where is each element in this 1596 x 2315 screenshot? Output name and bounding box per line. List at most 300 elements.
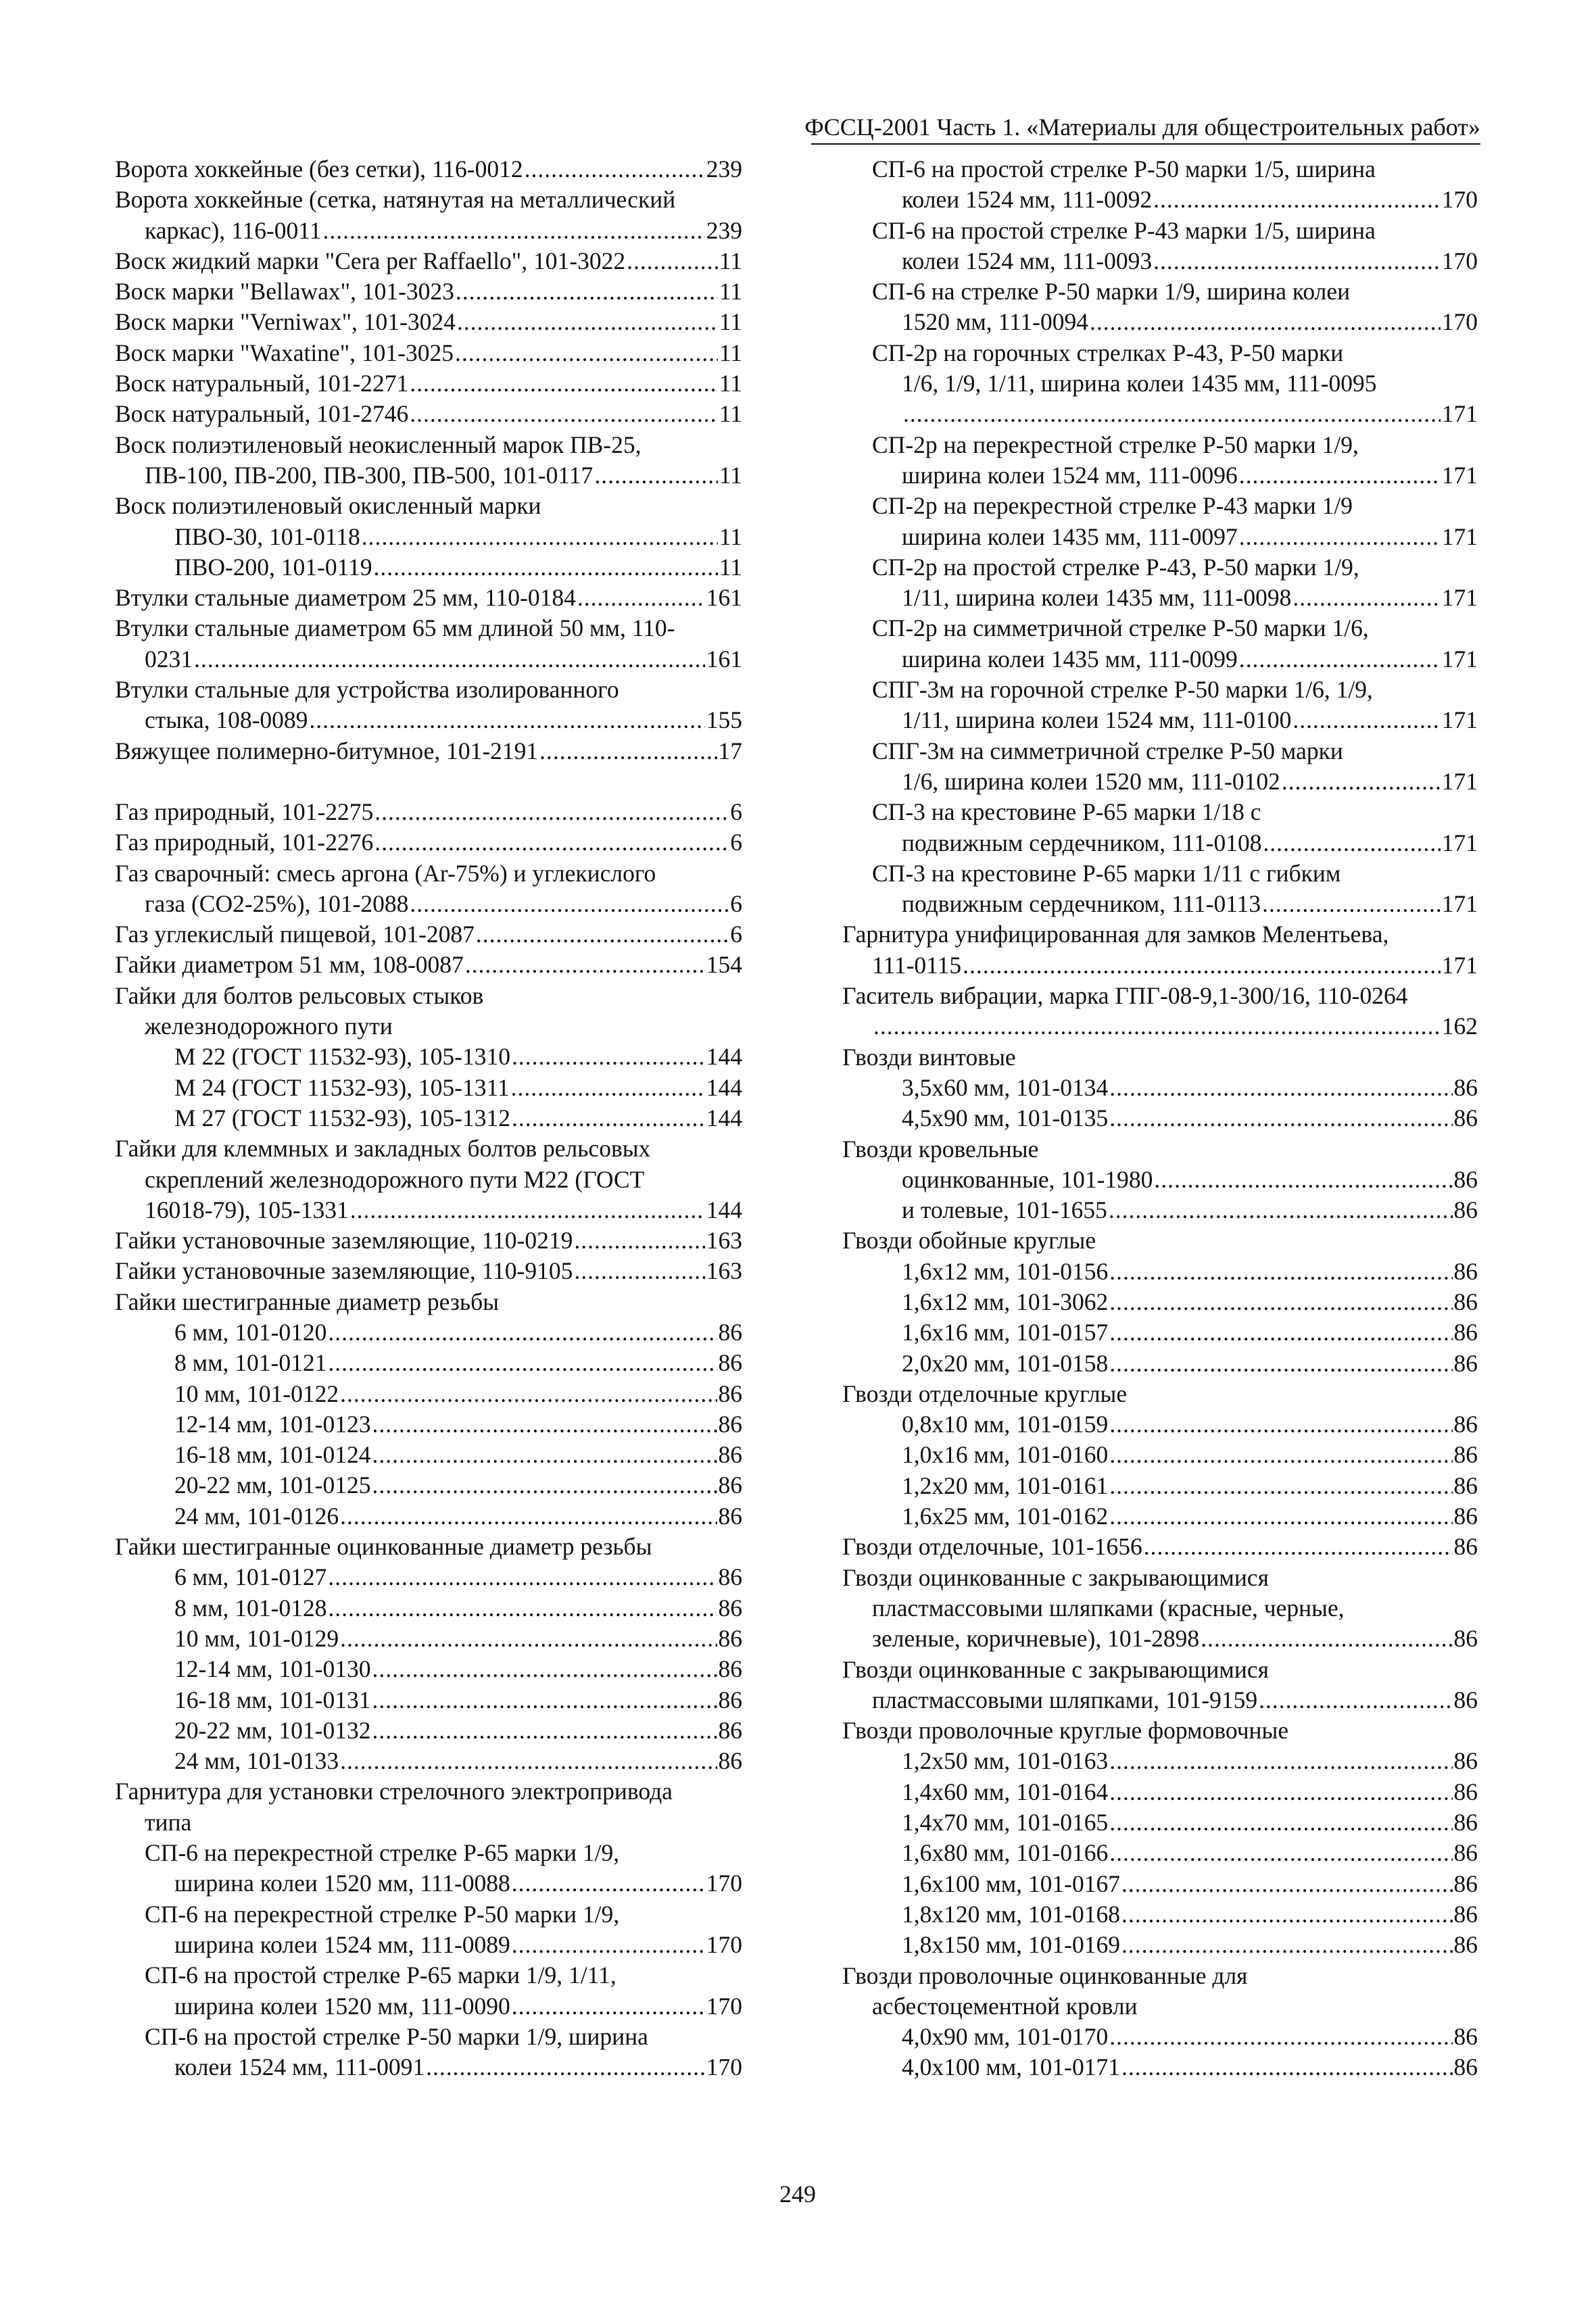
entry-text: Гайки шестигранные оцинкованные диаметр резьбы: [115, 1533, 652, 1561]
page-reference: 11: [719, 308, 742, 336]
index-entry: [115, 338, 742, 368]
index-entry-line: [115, 338, 742, 368]
page-reference: 86: [718, 1624, 742, 1652]
entry-text: асбестоцементной кровли: [872, 1992, 1138, 2020]
page-reference: 162: [1441, 1013, 1478, 1040]
index-entry-line: [842, 1165, 1478, 1195]
index-entry-line: [115, 736, 742, 766]
index-entry-line: [842, 246, 1478, 276]
entry-text: железнодорожного пути: [145, 1013, 393, 1040]
entry-text: газа (СО2-25%), 101-2088: [145, 890, 409, 917]
dot-leader: [410, 399, 718, 429]
dot-leader: [1109, 1440, 1452, 1470]
index-entry: [115, 1532, 742, 1562]
dot-leader: [465, 950, 705, 980]
index-entry: [115, 1225, 742, 1256]
dot-leader: [372, 1409, 717, 1440]
dot-leader: [1292, 583, 1440, 613]
index-entry-line: [115, 1440, 742, 1470]
page-reference: 86: [718, 1380, 742, 1407]
index-entry: [115, 1379, 742, 1409]
dot-leader: [426, 2052, 705, 2082]
index-entry: [115, 919, 742, 950]
entry-text: Гвозди винтовые: [842, 1043, 1016, 1071]
index-entry: [842, 1838, 1478, 1868]
index-entry-line: [115, 522, 742, 552]
index-entry-line: [115, 1624, 742, 1654]
index-entry-line: [115, 1470, 742, 1501]
entry-text: 20-22 мм, 101-0125: [174, 1471, 371, 1499]
index-entry-line: [115, 307, 742, 337]
entry-text: 6 мм, 101-0127: [174, 1563, 327, 1591]
entry-text: Гвозди кровельные: [842, 1135, 1039, 1163]
entry-text: Ворота хоккейные (без сетки), 116-0012: [115, 155, 523, 182]
page-reference: 86: [1453, 1809, 1478, 1836]
dot-leader: [1109, 1471, 1452, 1501]
dot-leader: [512, 1103, 705, 1134]
index-entry: [842, 1409, 1478, 1440]
index-entry-line: [115, 246, 742, 276]
entry-text: 8 мм, 101-0121: [174, 1349, 327, 1377]
index-entry-line: [115, 1195, 742, 1225]
dot-leader: [1282, 766, 1441, 797]
dot-leader: [873, 1011, 1441, 1042]
entry-text: 1,4х60 мм, 101-0164: [902, 1778, 1109, 1805]
entry-text: Гвозди отделочные, 101-1656: [842, 1533, 1142, 1561]
index-entry-line: [842, 828, 1478, 858]
entry-text: СПГ-3м на горочной стрелке Р-50 марки 1/6, 1/9,: [872, 676, 1373, 704]
index-entry-line: [842, 1257, 1478, 1287]
entry-text: Гайки шестигранные диаметр резьбы: [115, 1288, 499, 1315]
entry-text: СП-6 на стрелке Р-50 марки 1/9, ширина колеи: [872, 278, 1351, 306]
entry-text: 6 мм, 101-0120: [174, 1318, 327, 1346]
dot-leader: [1292, 705, 1440, 735]
header-rule: [811, 143, 1480, 145]
entry-text: оцинкованные, 101-1980: [902, 1165, 1153, 1193]
entry-text: 0,8х10 мм, 101-0159: [902, 1411, 1109, 1438]
entry-text: Гвозди обойные круглые: [842, 1227, 1096, 1254]
index-entry: [115, 552, 742, 583]
entry-text: 24 мм, 101-0126: [174, 1502, 339, 1530]
dot-leader: [1121, 2052, 1452, 2082]
index-entry: [842, 1042, 1478, 1073]
index-entry-line: [842, 705, 1478, 735]
index-entry-line: [115, 1501, 742, 1532]
dot-leader: [525, 154, 705, 185]
index-column-left: [115, 154, 742, 2082]
entry-text: 1,8х150 мм, 101-0169: [902, 1931, 1121, 1959]
page-reference: 161: [706, 584, 742, 612]
index-entry: [842, 919, 1478, 981]
dot-leader: [1239, 644, 1441, 675]
dot-leader: [1109, 2022, 1452, 2052]
index-entry-line: [115, 1868, 742, 1899]
entry-text: 12-14 мм, 101-0130: [174, 1655, 371, 1683]
dot-leader: [1201, 1624, 1452, 1654]
dot-leader: [594, 460, 718, 491]
page-reference: 86: [718, 1441, 742, 1469]
index-entry-line: [115, 705, 742, 735]
index-entry: [115, 613, 742, 675]
dot-leader: [374, 552, 718, 583]
index-entry: [115, 583, 742, 613]
page-reference: 171: [1441, 706, 1478, 734]
page-reference: 171: [1441, 461, 1478, 489]
entry-text: СПГ-3м на симметричной стрелке Р-50 марки: [872, 737, 1343, 764]
index-entry-line: [115, 950, 742, 980]
entry-text: Гвозди оцинкованные с закрывающимися: [842, 1655, 1269, 1683]
index-entry: [115, 368, 742, 399]
entry-text: Газ сварочный: смесь аргона (Ar-75%) и углекислого: [115, 859, 656, 887]
dot-leader: [1121, 1869, 1452, 1899]
page-reference: 170: [1441, 308, 1478, 336]
index-entry: [842, 858, 1478, 920]
index-entry: [115, 1409, 742, 1440]
index-entry-line: [115, 1103, 742, 1134]
index-entry: [842, 491, 1478, 552]
entry-text: 0231: [145, 645, 193, 673]
page-reference: 144: [706, 1196, 742, 1223]
entry-text: СП-2р на горочных стрелках Р-43, Р-50 марки: [872, 339, 1344, 366]
index-entry: [115, 1562, 742, 1592]
index-entry-line: [115, 1225, 742, 1256]
index-entry: [115, 675, 742, 736]
index-entry: [842, 2052, 1478, 2082]
dot-leader: [1109, 1501, 1452, 1532]
index-entry-line: [115, 1715, 742, 1746]
dot-leader: [1259, 1685, 1452, 1715]
entry-text: Гаситель вибрации, марка ГПГ-08-9,1-300/16, 110-0264: [842, 982, 1408, 1010]
index-entry-line: [842, 2052, 1478, 2082]
dot-leader: [340, 1501, 717, 1532]
dot-leader: [1109, 1807, 1452, 1838]
entry-text: Гайки для клеммных и закладных болтов рельсовых: [115, 1135, 651, 1163]
index-entry-line: [115, 460, 742, 491]
index-entry: [115, 1470, 742, 1501]
entry-text: 3,5х60 мм, 101-0134: [902, 1073, 1109, 1101]
index-entry-line: [842, 1103, 1478, 1134]
dot-leader: [1109, 1409, 1452, 1440]
entry-text: Гвозди отделочные круглые: [842, 1380, 1128, 1407]
page-reference: 11: [719, 553, 742, 581]
page-reference: 161: [706, 645, 742, 673]
entry-text: скреплений железнодорожного пути М22 (ГОСТ: [145, 1165, 645, 1193]
index-entry: [115, 276, 742, 307]
entry-text: 4,0х90 мм, 101-0170: [902, 2023, 1109, 2051]
page-reference: 86: [1453, 1411, 1478, 1438]
entry-text: 1/11, ширина колеи 1524 мм, 111-0100: [902, 706, 1292, 734]
index-entry: [842, 1257, 1478, 1287]
index-entry-line: [842, 307, 1478, 337]
index-entry-line: [115, 1562, 742, 1592]
index-entry: [115, 1685, 742, 1715]
entry-text: Газ природный, 101-2275: [115, 798, 374, 825]
index-entry: [115, 154, 742, 185]
index-entry-line: [842, 1073, 1478, 1103]
dot-leader: [1109, 1777, 1452, 1807]
index-entry: [115, 1317, 742, 1348]
dot-leader: [1263, 828, 1440, 858]
dot-leader: [1109, 1348, 1452, 1379]
dot-leader: [350, 1195, 705, 1225]
index-entry: [842, 430, 1478, 491]
page-reference: 86: [1453, 1900, 1478, 1928]
entry-text: Втулки стальные диаметром 65 мм длиной 50 мм, 110-: [115, 614, 675, 642]
index-entry-line: [842, 1471, 1478, 1501]
index-entry-line: [842, 1501, 1478, 1532]
index-entry: [115, 2022, 742, 2083]
dot-leader: [457, 307, 718, 337]
page-reference: 170: [706, 1930, 742, 1958]
index-entry: [115, 827, 742, 858]
page-reference: 86: [1453, 1931, 1478, 1959]
dot-leader: [1153, 246, 1441, 276]
entry-text: колеи 1524 мм, 111-0091: [174, 2053, 425, 2081]
index-entry-line: [842, 1777, 1478, 1807]
entry-text: ПВО-200, 101-0119: [174, 553, 372, 581]
dot-leader: [372, 1685, 717, 1715]
index-entry: [842, 675, 1478, 736]
dot-leader: [512, 1991, 705, 2022]
index-entry-line: [842, 1195, 1478, 1225]
entry-text: М 27 (ГОСТ 11532-93), 105-1312: [174, 1104, 510, 1131]
entry-text: 20-22 мм, 101-0132: [174, 1716, 371, 1744]
page-reference: 163: [706, 1257, 742, 1285]
entry-text: 1,4х70 мм, 101-0165: [902, 1809, 1109, 1836]
page-reference: 86: [718, 1349, 742, 1377]
entry-text: Воск жидкий марки "Cera per Raffaello", 101-3022: [115, 247, 626, 274]
entry-text: 1,6х12 мм, 101-0156: [902, 1257, 1109, 1285]
page-reference: 86: [1453, 1104, 1478, 1132]
index-entry: [842, 1195, 1478, 1225]
entry-text: Газ углекислый пищевой, 101-2087: [115, 921, 475, 948]
entry-text: 1520 мм, 111-0094: [902, 308, 1088, 336]
index-entry: [842, 552, 1478, 614]
index-entry: [842, 1287, 1478, 1317]
entry-text: 4,0х100 мм, 101-0171: [902, 2053, 1121, 2081]
index-entry-line: [842, 583, 1478, 613]
index-entry-line: [115, 552, 742, 583]
index-entry: [842, 154, 1478, 216]
page-reference: 170: [706, 2053, 742, 2081]
index-entry: [842, 1103, 1478, 1134]
entry-text: зеленые, коричневые), 101-2898: [872, 1625, 1200, 1653]
entry-text: и толевые, 101-1655: [902, 1196, 1107, 1224]
entry-text: ПВО-30, 101-0118: [174, 522, 360, 550]
dot-leader: [456, 276, 718, 307]
index-entry-line: [115, 797, 742, 827]
index-entry-line: [842, 1409, 1478, 1440]
page-reference: 86: [1453, 1073, 1478, 1101]
index-entry: [842, 1746, 1478, 1776]
page-reference: 86: [718, 1716, 742, 1744]
page-reference: 86: [718, 1502, 742, 1530]
dot-leader: [627, 246, 718, 276]
entry-text: Воск марки "Verniwax", 101-3024: [115, 308, 456, 336]
page-reference: 6: [730, 890, 742, 917]
page-reference: 86: [1453, 1196, 1478, 1224]
dot-leader: [1109, 1746, 1452, 1776]
entry-text: 4,5х90 мм, 101-0135: [902, 1104, 1109, 1132]
entry-text: 8 мм, 101-0128: [174, 1594, 327, 1622]
running-header: ФССЦ-2001 Часть 1. «Материалы для общестроительных работ»: [804, 114, 1480, 141]
entry-text: СП-6 на перекрестной стрелке Р-50 марки 1/9,: [145, 1900, 620, 1928]
index-entry: [115, 1348, 742, 1378]
page-reference: 86: [1453, 2023, 1478, 2051]
entry-text: СП-3 на крестовине Р-65 марки 1/18 с: [872, 798, 1261, 826]
dot-leader: [1109, 1195, 1453, 1225]
index-entry: [115, 1073, 742, 1103]
index-entry-line: [115, 1930, 742, 1960]
dot-leader: [1239, 522, 1441, 552]
page-reference: 11: [719, 339, 742, 366]
dot-leader: [410, 368, 718, 399]
entry-text: М 22 (ГОСТ 11532-93), 105-1310: [174, 1043, 510, 1071]
dot-leader: [1153, 185, 1441, 215]
entry-text: 1,2х20 мм, 101-0161: [902, 1471, 1109, 1499]
index-entry: [842, 1532, 1478, 1562]
entry-text: подвижным сердечником, 111-0108: [902, 829, 1262, 856]
dot-leader: [1109, 1103, 1452, 1134]
index-entry: [115, 981, 742, 1042]
index-entry: [842, 1348, 1478, 1379]
page-reference: 11: [719, 522, 742, 550]
entry-text: СП-3 на крестовине Р-65 марки 1/11 с гибким: [872, 859, 1341, 887]
page-reference: 86: [718, 1318, 742, 1346]
entry-text: стыка, 108-0089: [145, 706, 308, 734]
page-reference: 144: [706, 1043, 742, 1071]
index-entry: [115, 246, 742, 276]
entry-text: ширина колеи 1435 мм, 111-0099: [902, 645, 1238, 673]
index-entry-line: [115, 154, 742, 185]
dot-leader: [476, 919, 729, 950]
dot-leader: [577, 583, 705, 613]
dot-leader: [340, 1746, 717, 1776]
page-reference: 86: [1453, 1319, 1478, 1346]
index-entry: [842, 1440, 1478, 1470]
entry-text: Воск полиэтиленовый окисленный марки: [115, 492, 541, 520]
dot-leader: [374, 797, 729, 827]
index-entry: [115, 430, 742, 491]
index-entry: [115, 858, 742, 920]
index-entry: [842, 338, 1478, 430]
dot-leader: [372, 1654, 717, 1684]
index-entry-line: [115, 583, 742, 613]
page-reference: 6: [730, 921, 742, 948]
index-entry: [115, 1593, 742, 1624]
entry-text: ширина колеи 1524 мм, 111-0096: [902, 461, 1238, 489]
index-entry-line: [115, 1654, 742, 1684]
entry-text: 1,6х100 мм, 101-0167: [902, 1870, 1121, 1897]
entry-text: СП-2р на перекрестной стрелке Р-50 марки 1/9,: [872, 431, 1359, 458]
index-entry: [115, 1715, 742, 1746]
page-reference: 155: [706, 706, 742, 734]
dot-leader: [1262, 889, 1441, 919]
page-reference: 86: [1453, 1870, 1478, 1897]
entry-text: СП-2р на перекрестной стрелке Р-43 марки 1/9: [872, 492, 1353, 520]
index-entry-line: [842, 1532, 1478, 1562]
page-reference: 86: [718, 1655, 742, 1683]
entry-text: 2,0х20 мм, 101-0158: [902, 1349, 1109, 1377]
index-entry-line: [842, 1317, 1478, 1348]
index-column-right: [842, 154, 1478, 2083]
dot-leader: [374, 827, 729, 858]
entry-text: Втулки стальные для устройства изолированного: [115, 676, 619, 704]
page-reference: 11: [719, 370, 742, 397]
index-entry: [115, 1960, 742, 2022]
page-reference: 171: [1441, 829, 1478, 856]
entry-text: 1,6х12 мм, 101-3062: [902, 1288, 1109, 1315]
page-reference: 6: [730, 798, 742, 825]
index-entry: [842, 1165, 1478, 1195]
page-reference: 171: [1441, 767, 1478, 795]
page-reference: 86: [718, 1563, 742, 1591]
index-entry-line: [842, 1348, 1478, 1379]
index-entry: [842, 613, 1478, 675]
page-reference: 170: [1441, 186, 1478, 214]
index-entry-line: [115, 1379, 742, 1409]
entry-text: М 24 (ГОСТ 11532-93), 105-1311: [174, 1073, 510, 1101]
page-reference: 144: [706, 1104, 742, 1131]
entry-text: колеи 1524 мм, 111-0092: [902, 186, 1153, 214]
index-entry: [115, 1103, 742, 1134]
index-entry-line: [842, 1930, 1478, 1960]
index-entry: [115, 736, 742, 766]
index-entry: [842, 1501, 1478, 1532]
index-entry: [115, 307, 742, 337]
index-entry: [842, 1134, 1478, 1165]
page-reference: 170: [706, 1870, 742, 1897]
index-entry: [115, 399, 742, 429]
entry-text: Воск марки "Bellawax", 101-3023: [115, 278, 454, 306]
page-reference: 86: [1453, 1349, 1478, 1377]
index-entry-line: [115, 644, 742, 675]
dot-leader: [372, 1715, 717, 1746]
page-reference: 86: [1453, 1625, 1478, 1653]
dot-leader: [1121, 1930, 1452, 1960]
entry-text: СП-6 на простой стрелке Р-50 марки 1/5, ширина: [872, 155, 1376, 182]
index-entry: [842, 216, 1478, 277]
index-entry-line: [115, 1991, 742, 2022]
index-entry: [842, 1317, 1478, 1348]
page-reference: 86: [1453, 1471, 1478, 1499]
entry-text: СП-6 на простой стрелке Р-43 марки 1/5, ширина: [872, 216, 1376, 244]
dot-leader: [1109, 1073, 1452, 1103]
index-entry: [842, 1715, 1478, 1746]
entry-text: Гайки установочные заземляющие, 110-9105: [115, 1257, 573, 1285]
index-entry-line: [115, 1256, 742, 1286]
index-entry-line: [842, 185, 1478, 215]
index-entry: [115, 1746, 742, 1776]
entry-text: 1/6, 1/9, 1/11, ширина колеи 1435 мм, 111-0095: [902, 370, 1377, 397]
entry-text: 1,6х16 мм, 101-0157: [902, 1319, 1109, 1346]
index-entry: [115, 1654, 742, 1684]
page-reference: 86: [718, 1747, 742, 1775]
index-entry-line: [842, 460, 1478, 491]
index-entry: [115, 185, 742, 246]
index-entry: [842, 1777, 1478, 1807]
entry-text: 12-14 мм, 101-0123: [174, 1410, 371, 1438]
index-entry: [115, 1042, 742, 1072]
page-reference: 239: [706, 216, 742, 244]
page-reference: 86: [1453, 1288, 1478, 1315]
dot-leader: [340, 1379, 717, 1409]
index-entry: [115, 491, 742, 521]
entry-text: ширина колеи 1520 мм, 111-0090: [174, 1992, 510, 2020]
index-entry: [115, 522, 742, 552]
entry-text: Гарнитура унифицированная для замков Мелентьева,: [842, 921, 1389, 948]
page-reference: 171: [1441, 645, 1478, 673]
